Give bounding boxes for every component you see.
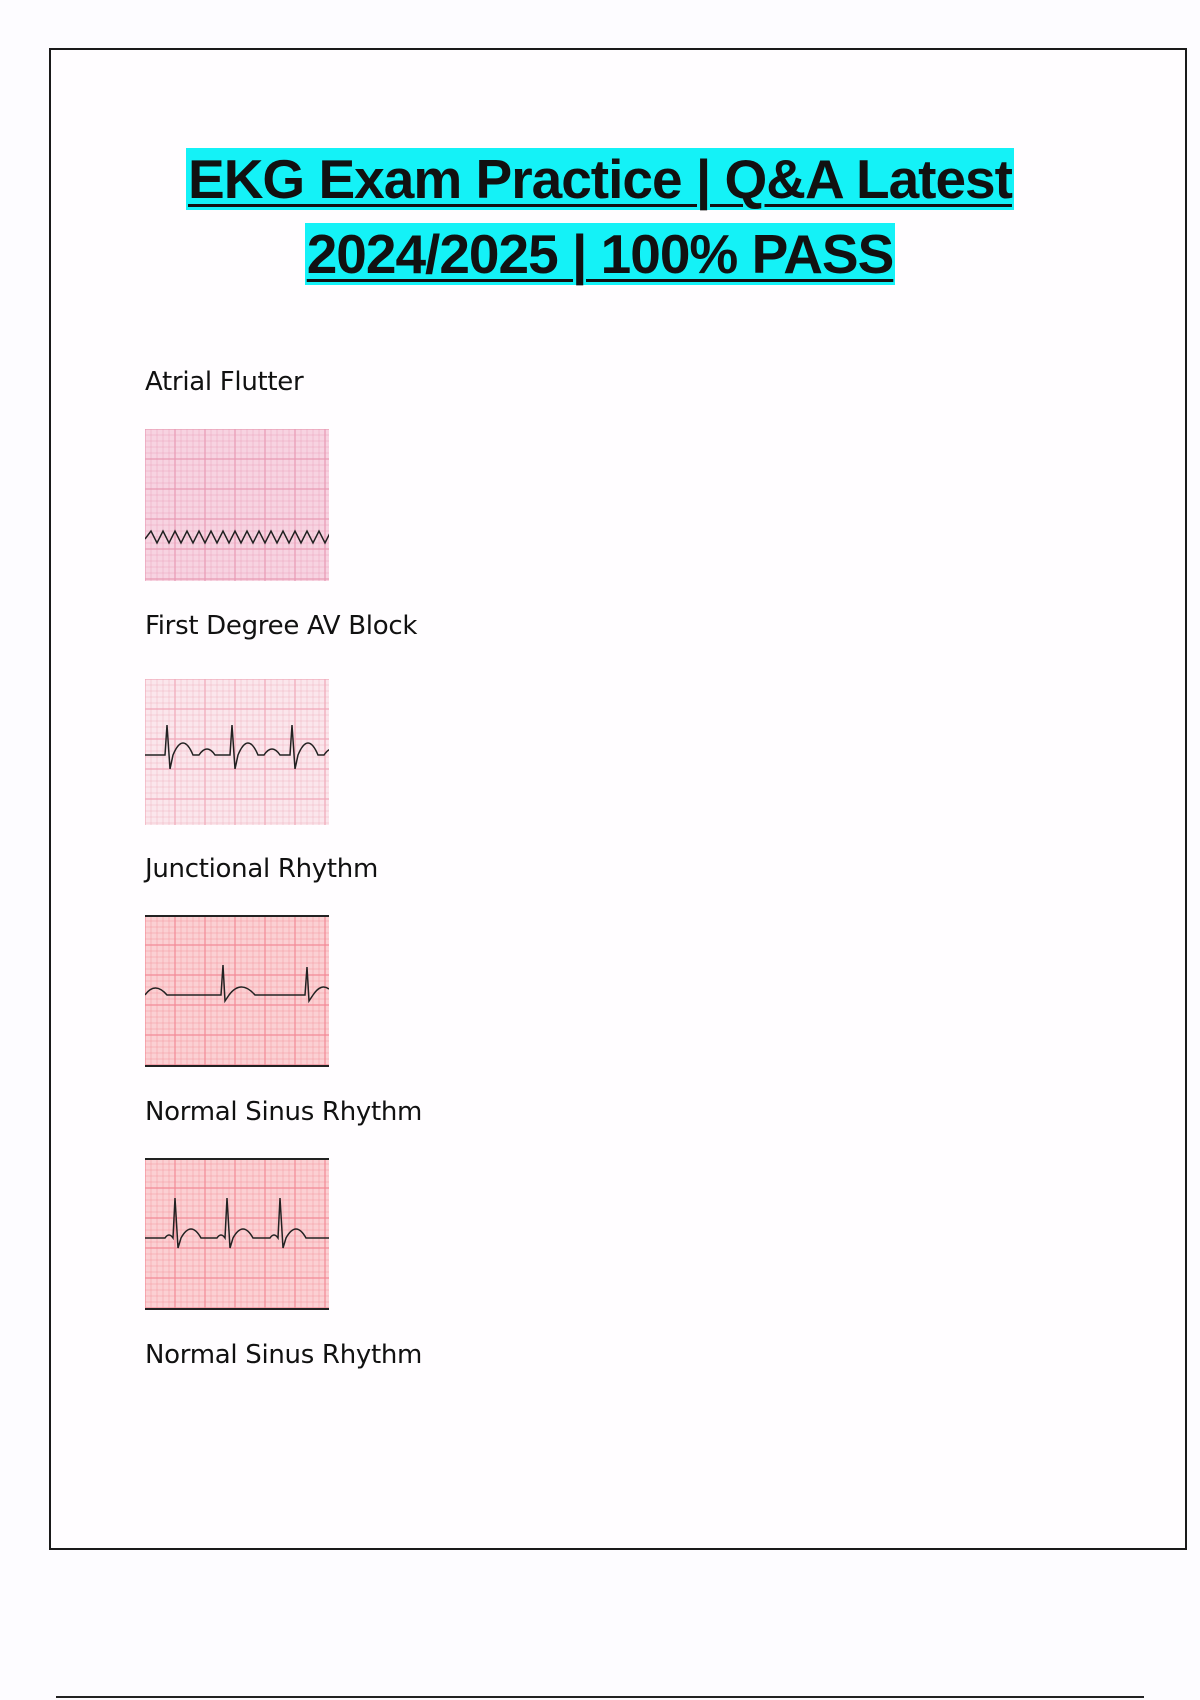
strip-background xyxy=(145,915,329,1067)
caption-normal-sinus-rhythm-1: Normal Sinus Rhythm xyxy=(145,1097,423,1127)
ekg-strip-first-degree-av-block xyxy=(145,679,329,825)
caption-normal-sinus-rhythm-2: Normal Sinus Rhythm xyxy=(145,1340,423,1370)
document-title-line2 xyxy=(0,218,1200,290)
ekg-strip-atrial-flutter xyxy=(145,429,329,581)
strip-background xyxy=(145,679,329,825)
ekg-trace-normal-sinus-rhythm xyxy=(145,1158,329,1310)
ekg-trace-junctional-rhythm xyxy=(145,915,329,1067)
caption-first-degree-av-block: First Degree AV Block xyxy=(145,611,418,641)
footer-rule xyxy=(56,1696,1144,1698)
title-text-1: EKG Exam Practice | Q&A Latest xyxy=(188,148,1012,210)
strip-background xyxy=(145,429,329,581)
ekg-trace-atrial-flutter xyxy=(145,429,329,581)
document-title-line1 xyxy=(0,143,1200,215)
caption-junctional-rhythm: Junctional Rhythm xyxy=(145,854,378,884)
caption-atrial-flutter: Atrial Flutter xyxy=(145,367,304,397)
title-text-2: 2024/2025 | 100% PASS xyxy=(306,223,894,285)
ekg-trace-first-degree-av-block xyxy=(145,679,329,825)
ekg-strip-junctional-rhythm xyxy=(145,915,329,1067)
ekg-strip-normal-sinus-rhythm xyxy=(145,1158,329,1310)
